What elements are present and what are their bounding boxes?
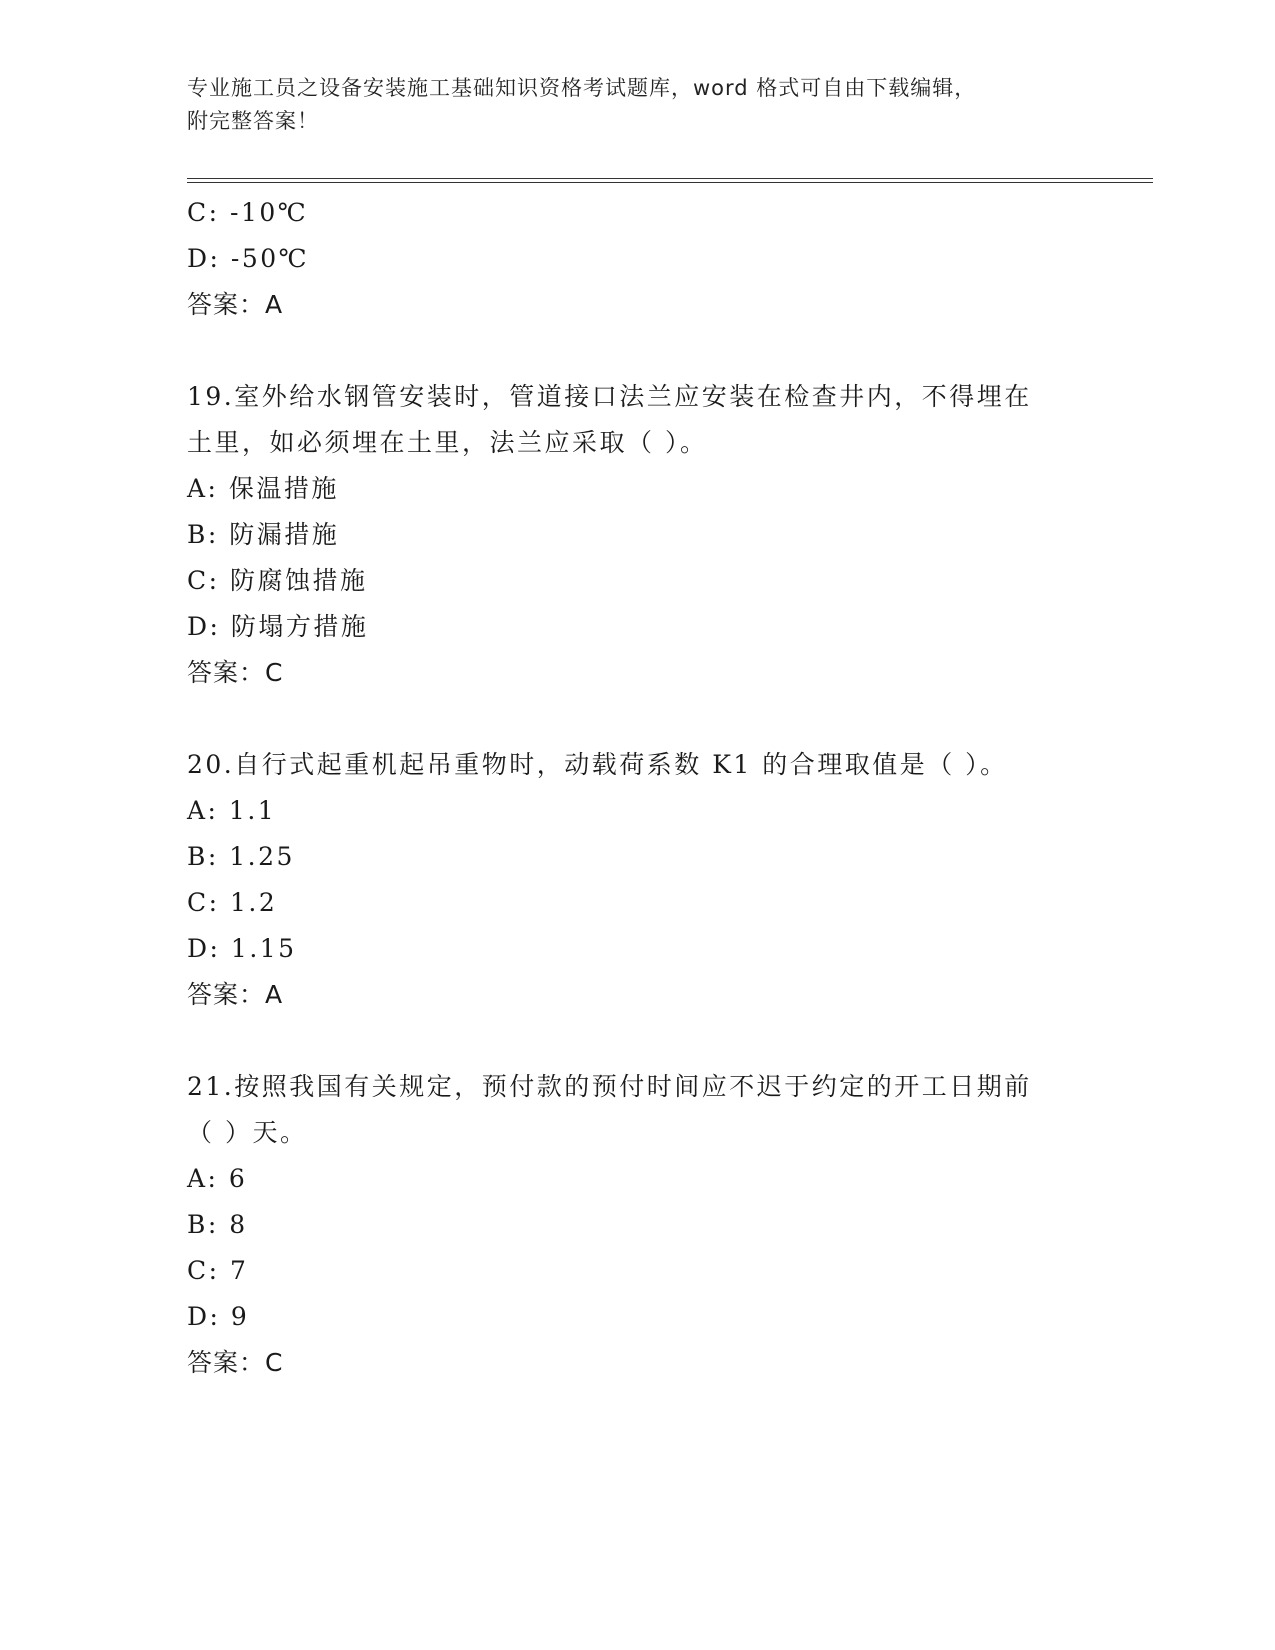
option-d: D: -50℃ <box>187 244 310 273</box>
option-d: D: 1.15 <box>187 934 297 963</box>
answer: 答案：A <box>187 980 284 1009</box>
spacer <box>187 696 1087 742</box>
question-21 <box>187 1064 1087 1386</box>
question-stem: 19.室外给水钢管安装时，管道接口法兰应安装在检查井内，不得埋在 <box>187 382 1032 411</box>
option-a: A: 6 <box>187 1164 248 1193</box>
prev-question-tail <box>187 190 1087 328</box>
option-c: C: 防腐蚀措施 <box>187 566 368 595</box>
question-stem: 21.按照我国有关规定，预付款的预付时间应不迟于约定的开工日期前 <box>187 1072 1032 1101</box>
option-a: A: 1.1 <box>187 796 277 825</box>
option-c: C: 7 <box>187 1256 249 1285</box>
option-c: C: -10℃ <box>187 198 309 227</box>
option-b: B: 防漏措施 <box>187 520 340 549</box>
answer: 答案：C <box>187 658 284 687</box>
question-20 <box>187 742 1087 1018</box>
page-header <box>187 72 1087 138</box>
answer: 答案：C <box>187 1348 284 1377</box>
option-b: B: 8 <box>187 1210 248 1239</box>
option-b: B: 1.25 <box>187 842 295 871</box>
header-line-2: 附完整答案！ <box>187 109 319 133</box>
option-d: D: 9 <box>187 1302 250 1331</box>
question-stem: 20.自行式起重机起吊重物时，动载荷系数 K1 的合理取值是（ ）。 <box>187 750 1008 779</box>
header-line-1: 专业施工员之设备安装施工基础知识资格考试题库，word 格式可自由下载编辑， <box>187 76 977 100</box>
spacer <box>187 328 1087 374</box>
question-stem: （ ）天。 <box>187 1118 308 1147</box>
option-a: A: 保温措施 <box>187 474 339 503</box>
spacer <box>187 1018 1087 1064</box>
question-stem: 土里，如必须埋在土里，法兰应采取（ ）。 <box>187 428 708 457</box>
option-d: D: 防塌方措施 <box>187 612 369 641</box>
document-body <box>187 190 1087 1386</box>
answer: 答案：A <box>187 290 284 319</box>
question-19 <box>187 374 1087 696</box>
header-divider <box>187 178 1153 183</box>
option-c: C: 1.2 <box>187 888 278 917</box>
